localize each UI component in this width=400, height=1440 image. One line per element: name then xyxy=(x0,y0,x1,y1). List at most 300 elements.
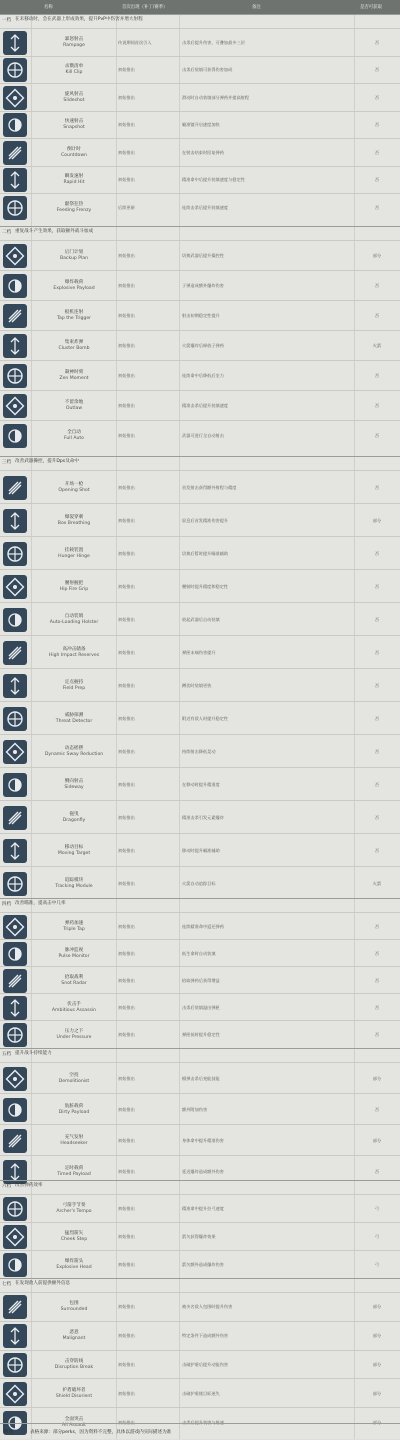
perk-name-en: Dragonfly xyxy=(62,817,86,823)
perk-availability: 否 xyxy=(374,616,380,622)
perk-version: 初始推出 xyxy=(118,583,135,589)
perk-icon xyxy=(3,113,27,137)
perk-row xyxy=(0,1194,400,1223)
perk-row xyxy=(0,111,400,140)
perk-name xyxy=(34,1388,114,1400)
perk-icon xyxy=(3,806,27,830)
perk-row xyxy=(0,330,400,361)
perk-icon xyxy=(3,141,27,165)
perk-name-en: Hip Fire Grip xyxy=(59,586,89,592)
perk-note: 被多名敌人包围时提升伤害 xyxy=(182,1304,233,1310)
perk-row xyxy=(0,668,400,702)
perk-row xyxy=(0,939,400,967)
perk-version: 初始推出 xyxy=(118,1206,135,1211)
perk-version: 初始推出 xyxy=(118,283,135,288)
perk-note: 特定条件下造成额外伤害 xyxy=(182,1333,229,1339)
perk-version: 初始推出 xyxy=(118,373,135,378)
perk-availability: 否 xyxy=(374,715,380,721)
perk-icon xyxy=(3,1324,27,1348)
perk-note: 精准命中提升拉弓速度 xyxy=(182,1206,224,1211)
perk-name-en: Triple Tap xyxy=(63,926,85,932)
perk-availability: 否 xyxy=(374,67,380,73)
perk-note: 火箭爆炸后释放子弹药 xyxy=(182,343,224,348)
perk-name-zh: 倒计时 xyxy=(67,146,81,152)
perk-row xyxy=(0,602,400,636)
perk-version: 初始推出 xyxy=(118,1004,135,1010)
perk-availability: 否 xyxy=(374,583,380,589)
perk-icon xyxy=(3,1225,27,1249)
perk-availability: 部分 xyxy=(372,1419,382,1425)
perk-row xyxy=(0,166,400,195)
perk-row xyxy=(0,1250,400,1279)
perk-name xyxy=(34,174,114,186)
perk-availability: 弓 xyxy=(374,1206,380,1211)
perk-name xyxy=(34,400,114,412)
perk-note: 在移动时提升精准度 xyxy=(182,781,220,787)
section-header xyxy=(0,1278,400,1293)
footer-note xyxy=(0,1423,400,1440)
perk-note: 屏息后首发精准伤害提升 xyxy=(182,517,229,523)
perk-name-en: Outlaw xyxy=(65,406,83,411)
perk-name-zh: 定点握持 xyxy=(64,679,84,685)
perk-name-zh: 猛烈箭矢 xyxy=(64,1231,84,1236)
perk-note: 射击初期稳定性提升 xyxy=(182,313,220,318)
perk-name-en: Surrounded xyxy=(60,1307,88,1313)
perk-name xyxy=(34,1203,114,1215)
perk-version: 初始推出 xyxy=(118,923,135,929)
perk-row xyxy=(0,470,400,504)
perk-name-en: Tracking Module xyxy=(55,883,93,889)
section-header xyxy=(0,898,400,913)
perk-note: 击杀后装填可获得伤害加成 xyxy=(182,67,233,73)
perk-version: 初始推出 xyxy=(118,1390,135,1396)
perk-name-en: Slideshot xyxy=(63,97,85,103)
section-title: 重复战斗产生效果，获取额外战斗加成 xyxy=(15,229,94,234)
perk-name xyxy=(34,1301,114,1313)
perk-version: 初始推出 xyxy=(118,1031,135,1037)
perk-version: 初始推出 xyxy=(118,403,135,408)
perk-version: 初始推出 xyxy=(118,1361,135,1367)
perk-name-zh: 快速射击 xyxy=(64,119,84,125)
perk-version: 初始推出 xyxy=(118,950,135,956)
perk-name xyxy=(34,746,114,758)
perk-note: 瞄准镜开启速度加快 xyxy=(182,122,220,128)
perk-note: 击杀后提升装填与射速 xyxy=(182,1419,224,1425)
perk-name-zh: 拖曳 xyxy=(69,811,79,817)
perk-version: 初始推出 xyxy=(118,1333,135,1339)
perk-icon xyxy=(3,304,27,328)
perk-icon xyxy=(3,334,27,358)
perk-row xyxy=(0,1378,400,1408)
perk-version: 初始推出 xyxy=(118,343,135,348)
perk-version: 初始推出 xyxy=(118,313,135,318)
perk-name-zh: 瞬发速射 xyxy=(64,174,84,180)
perk-name-en: Demolitionist xyxy=(58,1078,90,1084)
perk-name xyxy=(34,975,114,987)
perk-row xyxy=(0,1020,400,1048)
perk-note: 击杀后装填溢出弹匣 xyxy=(182,1004,220,1010)
perk-name xyxy=(34,1330,114,1342)
perk-name-zh: 动态摇摆 xyxy=(64,745,84,751)
perk-availability: 否 xyxy=(374,283,380,288)
perk-note: 武器可进行全自动射击 xyxy=(182,433,224,438)
perk-row xyxy=(0,420,400,451)
perk-availability: 部分 xyxy=(372,1361,382,1367)
perk-note: 榴弹击杀后充能技能 xyxy=(182,1075,220,1081)
perk-icon xyxy=(3,58,27,82)
perk-row xyxy=(0,360,400,391)
perk-icon xyxy=(3,608,27,632)
perk-note: 移动时提升瞄准辅助 xyxy=(182,847,220,853)
perk-icon xyxy=(3,575,27,599)
perk-icon xyxy=(3,1067,27,1091)
perk-version: 初始推出 xyxy=(118,682,135,688)
perk-icon xyxy=(3,872,27,896)
perk-name xyxy=(34,878,114,890)
perk-name-zh: 不留余地 xyxy=(64,400,84,405)
perk-icon xyxy=(3,31,27,55)
perk-note: 滑动时自动装填部分弹药并提高射程 xyxy=(182,94,250,100)
perk-availability: 否 xyxy=(374,433,380,438)
section-label: 五档 xyxy=(1,1052,12,1057)
perk-row xyxy=(0,1222,400,1251)
perk-version: 传说期间首次引入 xyxy=(118,39,152,45)
perk-icon xyxy=(3,196,27,220)
perk-version: 初始推出 xyxy=(118,1234,135,1239)
perk-availability: 否 xyxy=(374,149,380,155)
perk-version: 初始推出 xyxy=(118,177,135,183)
perk-name-en: Shield Disorient xyxy=(55,1393,93,1399)
perk-name-zh: 凝神时刻 xyxy=(64,370,84,375)
perk-icon xyxy=(3,1353,27,1377)
perk-name-zh: 击穿防线 xyxy=(64,1358,84,1364)
perk-version: 初始推出 xyxy=(118,67,135,73)
perk-row xyxy=(0,1321,400,1351)
perk-availability: 否 xyxy=(374,484,380,490)
perk-availability: 弓 xyxy=(374,1262,380,1267)
perk-name-zh: 后门计划 xyxy=(64,250,84,255)
perk-note: 击破护盾后提升动能伤害 xyxy=(182,1361,229,1367)
perk-version: 初始推出 xyxy=(118,977,135,983)
perk-availability: 否 xyxy=(374,94,380,100)
perk-availability: 否 xyxy=(374,39,380,45)
perk-availability: 否 xyxy=(374,950,380,956)
perk-note: 连续精准命中返还弹药 xyxy=(182,923,224,929)
perk-icon xyxy=(3,707,27,731)
perk-icon xyxy=(3,424,27,448)
perk-note: 击破护盾使目标迷失 xyxy=(182,1390,220,1396)
perk-name xyxy=(34,1135,114,1147)
section-header xyxy=(0,226,400,241)
perk-note: 蹲伏时装填更快 xyxy=(182,682,212,688)
perk-version: 初始推出 xyxy=(118,253,135,258)
perk-name-zh: 追踪模块 xyxy=(64,877,84,883)
perk-name xyxy=(34,147,114,159)
perk-note: 额外附加伤害 xyxy=(182,1106,208,1112)
perk-note: 火箭自动追踪目标 xyxy=(182,880,216,886)
perk-name xyxy=(34,1231,114,1243)
perk-version: 初始推出 xyxy=(118,94,135,100)
perk-name xyxy=(34,948,114,960)
perk-version: 初始推出 xyxy=(118,649,135,655)
perk-row xyxy=(0,270,400,301)
perk-version: 初始推出 xyxy=(118,1137,135,1143)
perk-name xyxy=(34,680,114,692)
perk-note: 精准命中后提升装填速度与稳定性 xyxy=(182,177,245,183)
perk-version: 初始推出 xyxy=(118,748,135,754)
perk-name-zh: 杀戮清单 xyxy=(64,64,84,70)
perk-version: 初始推出 xyxy=(118,1075,135,1081)
perk-note: 在射击结束时回复弹药 xyxy=(182,149,224,155)
section-label: 三档 xyxy=(1,460,12,465)
perk-name xyxy=(34,1359,114,1371)
perk-name-zh: 献祭狂热 xyxy=(64,201,84,207)
section-title: 改善武器操控，提升Dps及命中 xyxy=(15,459,79,464)
perk-availability: 否 xyxy=(374,1106,380,1112)
perk-name-zh: 暴怒射击 xyxy=(64,36,84,42)
perk-icon xyxy=(3,969,27,993)
perk-availability: 否 xyxy=(374,781,380,787)
perk-icon xyxy=(3,915,27,939)
section-label: 六档 xyxy=(1,1184,12,1189)
perk-name-zh: 挂载装置 xyxy=(64,547,84,553)
perk-name xyxy=(34,581,114,593)
perk-name xyxy=(34,1002,114,1014)
perk-name xyxy=(34,340,114,352)
perk-name-zh: 弓箭手节奏 xyxy=(62,1203,86,1208)
perk-note: 拾取弹药后获得增益 xyxy=(182,977,220,983)
perk-row xyxy=(0,390,400,421)
perk-icon xyxy=(3,274,27,298)
perk-name-en: Dynamic Sway Reduction xyxy=(44,751,104,757)
perk-note: 身体命中提升精准伤害 xyxy=(182,1137,224,1143)
perk-availability: 部分 xyxy=(372,253,382,258)
perk-version: 初始推出 xyxy=(118,550,135,556)
section-header xyxy=(0,456,400,471)
perk-version: 初始推出 xyxy=(118,1168,135,1174)
perk-availability: 否 xyxy=(374,814,380,820)
perk-note: 箭矢获得爆炸效果 xyxy=(182,1234,216,1239)
perk-row xyxy=(0,569,400,603)
section-header xyxy=(0,14,400,29)
perk-availability: 否 xyxy=(374,977,380,983)
perk-name-en: Tap the Trigger xyxy=(56,316,92,321)
perk-name xyxy=(34,37,114,49)
perk-name-en: Pulse Monitor xyxy=(58,953,90,959)
perk-availability: 部分 xyxy=(372,517,382,523)
perk-name-zh: 威胁探测 xyxy=(64,712,84,718)
perk-version: 初始推出 xyxy=(118,1262,135,1267)
perk-icon xyxy=(3,641,27,665)
perk-name-en: Snapshot xyxy=(63,125,85,131)
perk-name xyxy=(34,548,114,560)
perk-name-en: Rampage xyxy=(63,42,85,48)
perk-name-zh: 全自动 xyxy=(67,430,81,435)
perk-name-en: Explosive Payload xyxy=(53,286,95,291)
perk-name-zh: 爆炸箭头 xyxy=(64,1259,84,1264)
perk-name-zh: 爆炸载荷 xyxy=(64,280,84,285)
perk-name xyxy=(34,812,114,824)
perk-name xyxy=(34,370,114,382)
perk-row xyxy=(0,701,400,735)
perk-icon xyxy=(3,1023,27,1047)
perk-icon xyxy=(3,86,27,110)
perk-icon xyxy=(3,996,27,1020)
perk-availability: 否 xyxy=(374,403,380,408)
perk-name-en: Full Auto xyxy=(64,436,84,441)
perk-name-zh: 充气发射 xyxy=(64,1134,84,1140)
perk-row xyxy=(0,635,400,669)
section-title: 改善弹药效率 xyxy=(15,1183,43,1188)
perk-availability: 部分 xyxy=(372,1304,382,1310)
perk-icon xyxy=(3,364,27,388)
perk-icon xyxy=(3,1197,27,1221)
perk-name-en: Disruption Break xyxy=(54,1364,94,1370)
perk-name xyxy=(34,779,114,791)
perk-name xyxy=(34,92,114,104)
perk-name-en: Auto-Loading Holster xyxy=(49,619,99,625)
perk-name-zh: 移动目标 xyxy=(64,844,84,850)
perk-version: 初始推出 xyxy=(118,814,135,820)
perk-icon xyxy=(3,1098,27,1122)
perk-name xyxy=(34,482,114,494)
perk-name-en: Headseeker xyxy=(60,1140,88,1146)
perk-name-en: Threat Detector xyxy=(55,718,93,724)
section-header xyxy=(0,1048,400,1063)
perk-row xyxy=(0,83,400,112)
perk-name-zh: 旋风射击 xyxy=(64,91,84,97)
perk-version: 后续更新 xyxy=(118,204,135,210)
perk-name-en: High Impact Reserves xyxy=(48,652,100,658)
perk-name xyxy=(34,921,114,933)
perk-row xyxy=(0,993,400,1021)
perk-availability: 否 xyxy=(374,177,380,183)
section-title: 在未移动时，会在武器上形成效果，提升PvP中伤害并增大射程 xyxy=(15,17,143,22)
perk-name-zh: 集束炸弹 xyxy=(64,340,84,345)
perk-availability: 弓 xyxy=(374,1234,380,1239)
perk-name-zh: 自动装填 xyxy=(64,613,84,619)
perk-name-en: Cluster Bomb xyxy=(58,346,90,351)
header-col-availability: 是否可获取 xyxy=(360,5,382,10)
perk-name-en: Sideway xyxy=(64,784,84,790)
perk-note: 连续命中后降低后坐力 xyxy=(182,373,224,378)
perk-availability: 否 xyxy=(374,122,380,128)
perk-name-en: Rapid Hit xyxy=(63,180,85,186)
perk-name-zh: 恶意 xyxy=(69,1330,79,1336)
perk-name-en: Box Breathing xyxy=(57,520,91,526)
perk-note: 切换后暂时提升瞄准辅助 xyxy=(182,550,229,556)
section-title: 改善瞄准，提高击中几率 xyxy=(15,901,66,906)
perk-version: 初始推出 xyxy=(118,433,135,438)
perk-name-en: Snot Radar xyxy=(61,980,87,986)
section-label: 二档 xyxy=(1,230,12,235)
perk-version: 初始推出 xyxy=(118,616,135,622)
perk-name xyxy=(34,280,114,292)
perk-name-zh: 开场一枪 xyxy=(64,481,84,487)
perk-row xyxy=(0,300,400,331)
table-header xyxy=(0,0,400,14)
perk-name xyxy=(34,647,114,659)
perk-availability: 否 xyxy=(374,1031,380,1037)
footer-label: 附注 xyxy=(4,1430,14,1435)
perk-name-zh: 拾取战利 xyxy=(64,974,84,980)
perk-availability: 否 xyxy=(374,1168,380,1174)
perk-row xyxy=(0,1292,400,1322)
perk-row xyxy=(0,1062,400,1094)
perk-icon xyxy=(3,740,27,764)
perk-name-en: Moving Target xyxy=(57,850,91,856)
perk-name-en: Timed Payload xyxy=(57,1171,91,1177)
perk-name xyxy=(34,119,114,131)
perk-name-en: Archer's Tempo xyxy=(56,1209,92,1214)
perk-name-en: Zen Moment xyxy=(59,376,89,381)
perk-note: 子弹造成额外爆炸伤害 xyxy=(182,283,224,288)
perk-note: 弹匣低时提升稳定性 xyxy=(182,1031,220,1037)
perk-name-zh: 空投 xyxy=(69,1072,79,1078)
section-title: 在发现敌人前提供额外信息 xyxy=(15,1281,71,1286)
perk-row xyxy=(0,28,400,57)
perk-availability: 否 xyxy=(374,847,380,853)
header-col-note: 备注 xyxy=(252,5,261,10)
perk-row xyxy=(0,1124,400,1156)
perk-name-zh: 全面突击 xyxy=(64,1416,84,1422)
perk-note: 弹匣末端伤害提升 xyxy=(182,649,216,655)
perk-availability: 否 xyxy=(374,313,380,318)
perk-name-en: Hunger Hinge xyxy=(58,553,90,559)
perk-note: 收起武器后自动装填 xyxy=(182,616,220,622)
perk-version: 初始推出 xyxy=(118,715,135,721)
perk-name xyxy=(34,1029,114,1041)
perk-icon xyxy=(3,542,27,566)
perk-availability: 火箭 xyxy=(372,880,382,886)
footer-text: 表格来源：部分perks，因为资料不完整，具体以游戏内实际描述为准 xyxy=(30,1430,172,1435)
perk-note: 首发射击获得额外射程与精度 xyxy=(182,484,237,490)
perk-icon xyxy=(3,168,27,192)
perk-row xyxy=(0,800,400,834)
perk-version: 初始推出 xyxy=(118,517,135,523)
perk-name-zh: 高冲击储备 xyxy=(62,646,86,652)
perk-name xyxy=(34,430,114,442)
perk-name xyxy=(34,845,114,857)
perk-version: 初始推出 xyxy=(118,781,135,787)
perk-icon xyxy=(3,839,27,863)
perk-name-zh: 腰射握把 xyxy=(64,580,84,586)
perk-icon xyxy=(3,244,27,268)
perk-name-zh: 包围 xyxy=(69,1301,79,1307)
perk-note: 箭矢额外造成爆炸伤害 xyxy=(182,1262,224,1267)
perk-note: 低生命时自动装填 xyxy=(182,950,216,956)
perk-name-en: Dirty Payload xyxy=(58,1109,90,1115)
perk-name-zh: 肮脏载荷 xyxy=(64,1103,84,1109)
perk-row xyxy=(0,536,400,570)
perk-version: 初始推出 xyxy=(118,484,135,490)
perk-availability: 否 xyxy=(374,1004,380,1010)
perk-name-zh: 伏击手 xyxy=(67,1001,81,1007)
perk-name-zh: 脉冲监视 xyxy=(64,947,84,953)
perk-note: 切换武器后提升操控性 xyxy=(182,253,224,258)
perk-name-zh: 弹药加速 xyxy=(64,920,84,926)
perk-row xyxy=(0,1350,400,1380)
perk-version: 初始推出 xyxy=(118,149,135,155)
perk-name-en: Under Pressure xyxy=(56,1034,92,1040)
perk-name-zh: 护盾破坏者 xyxy=(62,1387,86,1393)
perk-name-zh: 定时载荷 xyxy=(64,1165,84,1171)
perk-name-en: Explosive Head xyxy=(56,1265,92,1270)
perk-row xyxy=(0,912,400,940)
perk-version: 初始推出 xyxy=(118,122,135,128)
perk-icon xyxy=(3,509,27,533)
perk-name xyxy=(34,1104,114,1116)
